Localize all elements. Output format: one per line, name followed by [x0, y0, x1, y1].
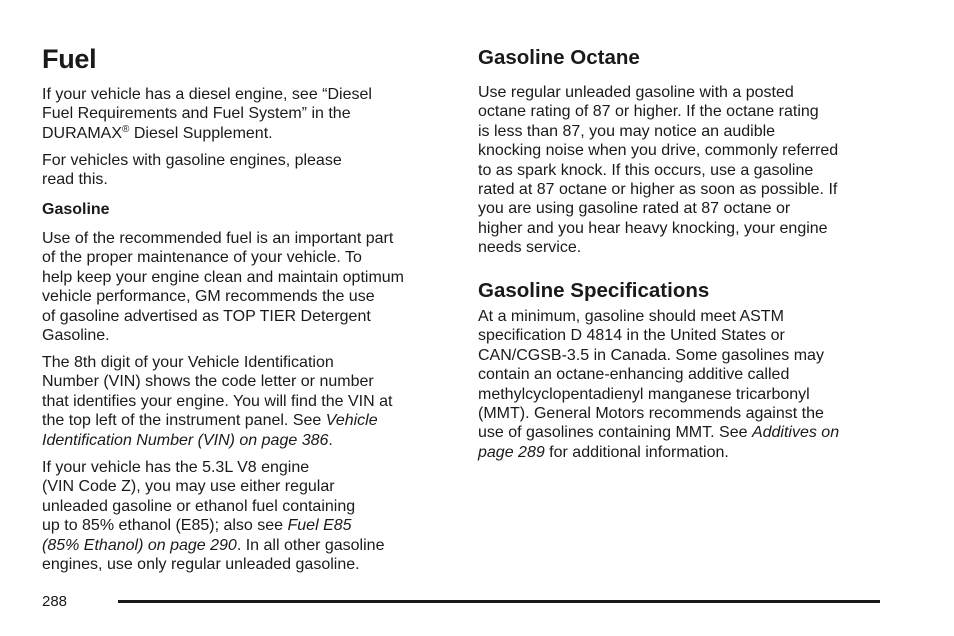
page-number: 288 — [42, 593, 68, 610]
text-line: knocking noise when you drive, commonly referred — [478, 142, 839, 160]
text-line: rated at 87 octane or higher as soon as possible. If — [478, 181, 838, 199]
text-line: engines, use only regular unleaded gasoline. — [42, 556, 360, 574]
text-line: read this. — [42, 171, 108, 189]
vin-page-reference-link[interactable]: Identification Number (VIN) on page 386 — [42, 431, 329, 449]
duramax-trademark: DURAMAX — [42, 124, 123, 142]
vin-page-reference-link[interactable]: Vehicle — [325, 412, 378, 430]
text-fragment: . — [328, 431, 333, 449]
text-line: vehicle performance, GM recommends the use — [42, 288, 375, 306]
registered-mark: ® — [122, 123, 130, 135]
text-line: If your vehicle has the 5.3L V8 engine — [42, 459, 310, 476]
text-line: (MMT). General Motors recommends against the — [478, 405, 824, 423]
text-fragment: the top left of the instrument panel. See — [42, 412, 326, 430]
text-line: For vehicles with gasoline engines, please — [42, 152, 342, 169]
text-line: that identifies your engine. You will find the VIN at — [42, 392, 393, 410]
text-line — [42, 124, 372, 143]
gasoline-specifications-heading: Gasoline Specifications — [478, 279, 710, 302]
vin-paragraph — [42, 353, 392, 450]
text-line: CAN/CGSB-3.5 in Canada. Some gasolines may — [478, 346, 824, 364]
text-line: Gasoline. — [42, 327, 110, 345]
fuel-e85-reference-link[interactable]: Fuel E85 — [287, 517, 352, 535]
text-line: contain an octane-enhancing additive called — [478, 366, 790, 384]
text-fragment: use of gasolines containing MMT. See — [478, 424, 752, 442]
text-line: Fuel Requirements and Fuel System” in the — [42, 105, 351, 123]
text-line: Number (VIN) shows the code letter or number — [42, 373, 374, 391]
text-line — [478, 443, 839, 462]
gasoline-heading: Gasoline — [42, 201, 110, 218]
text-fragment: . In all other gasoline — [236, 536, 385, 554]
text-line: you are using gasoline rated at 87 octane or — [478, 200, 791, 218]
text-line: Use of the recommended fuel is an important part — [42, 230, 394, 247]
text-line — [42, 431, 392, 450]
text-line: octane rating of 87 or higher. If the octane rating — [478, 103, 819, 121]
text-line: unleaded gasoline or ethanol fuel containing — [42, 497, 356, 515]
text-line: higher and you hear heavy knocking, your engine — [478, 219, 828, 237]
fuel-e85-reference-link[interactable]: (85% Ethanol) on page 290 — [42, 536, 237, 554]
text-line — [42, 536, 384, 555]
text-line: of gasoline advertised as TOP TIER Detergent — [42, 307, 371, 325]
text-line — [478, 423, 839, 442]
specifications-paragraph — [478, 307, 839, 462]
text-line: methylcyclopentadienyl manganese tricarbonyl — [478, 385, 810, 403]
octane-paragraph — [478, 83, 838, 258]
text-line: needs service. — [478, 239, 582, 257]
text-line: is less than 87, you may notice an audible — [478, 122, 776, 140]
text-line: help keep your engine clean and maintain optimum — [42, 268, 405, 286]
gasoline-engines-paragraph — [42, 151, 342, 190]
footer-rule — [118, 600, 880, 603]
text-line — [42, 411, 392, 430]
text-line — [42, 516, 384, 535]
text-line: At a minimum, gasoline should meet ASTM — [478, 308, 784, 325]
text-line: to as spark knock. If this occurs, use a gasoline — [478, 161, 814, 179]
page-title: Fuel — [42, 44, 97, 74]
additives-reference-link[interactable]: page 289 — [478, 443, 545, 461]
recommended-fuel-paragraph — [42, 229, 404, 345]
text-line: If your vehicle has a diesel engine, see “Diesel — [42, 86, 372, 103]
additives-reference-link[interactable]: Additives on — [751, 424, 840, 442]
gasoline-octane-heading: Gasoline Octane — [478, 46, 640, 69]
text-line: The 8th digit of your Vehicle Identification — [42, 354, 334, 371]
e85-paragraph — [42, 458, 384, 574]
text-line: (VIN Code Z), you may use either regular — [42, 478, 335, 496]
text-fragment: Diesel Supplement. — [129, 124, 273, 142]
text-line: Use regular unleaded gasoline with a posted — [478, 84, 794, 101]
text-line: specification D 4814 in the United States or — [478, 327, 785, 345]
diesel-note-paragraph — [42, 85, 372, 143]
text-fragment: up to 85% ethanol (E85); also see — [42, 517, 288, 535]
text-line: of the proper maintenance of your vehicle. To — [42, 249, 362, 267]
text-fragment: for additional information. — [544, 443, 729, 461]
